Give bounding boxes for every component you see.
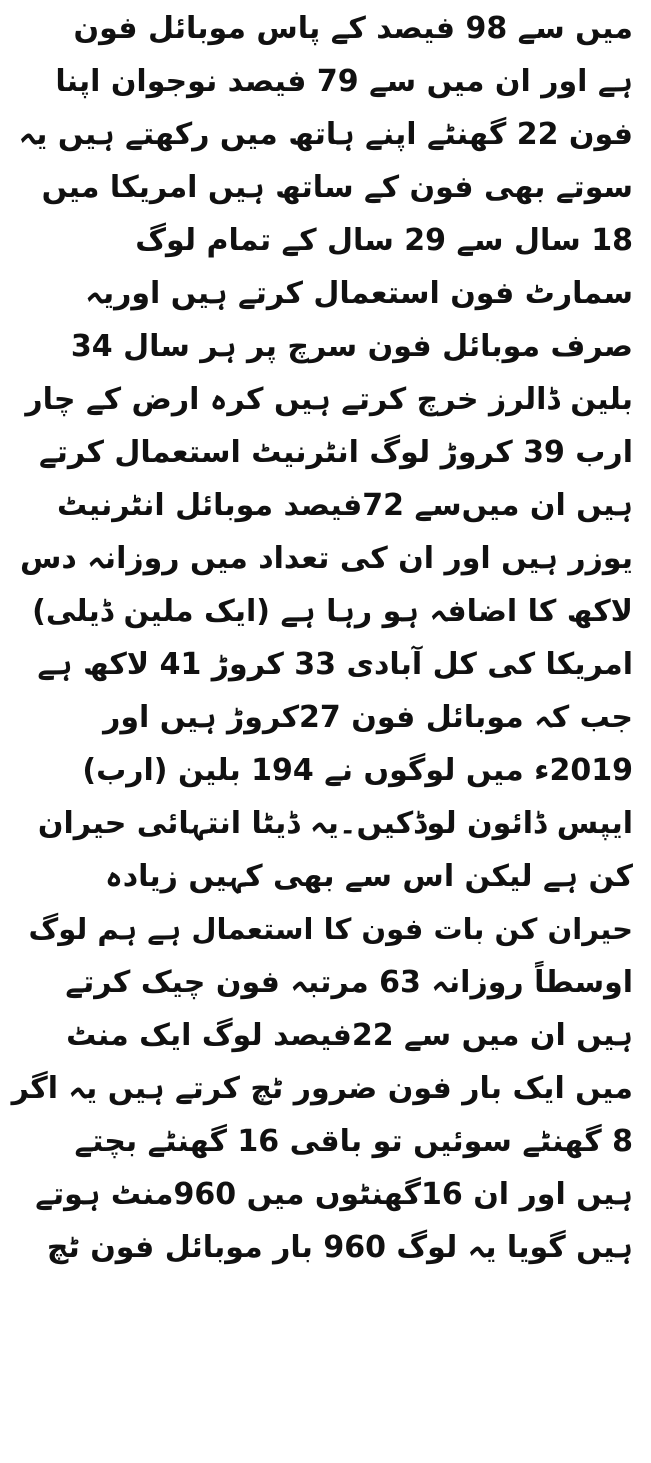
article-line: ارب 39 کروڑ لوگ انٹرنیٹ استعمال کرتے xyxy=(39,435,633,470)
article-line: یوزر ہیں اور ان کی تعداد میں روزانہ دس xyxy=(19,541,633,576)
article-line: جب کہ موبائل فون 27کروڑ ہیں اور xyxy=(103,700,633,735)
article-line: 18 سال سے 29 سال کے تمام لوگ xyxy=(135,223,633,258)
article-line: سوتے بھی فون کے ساتھ ہیں امریکا میں xyxy=(41,170,633,205)
article-line: فون 22 گھنٹے اپنے ہاتھ میں رکھتے ہیں یہ xyxy=(18,117,633,152)
article-line: میں ایک بار فون ضرور ٹچ کرتے ہیں یہ اگر xyxy=(11,1071,633,1106)
article-line: ہیں اور ان 16گھنٹوں میں 960منٹ ہوتے xyxy=(35,1177,633,1212)
article-line: میں سے 98 فیصد کے پاس موبائل فون xyxy=(73,11,633,46)
article-line: ہیں ان میں سے 22فیصد لوگ ایک منٹ xyxy=(66,1018,633,1053)
article-line: 2019ء میں لوگوں نے 194 بلین (ارب) xyxy=(82,753,633,788)
article-line: لاکھ کا اضافہ ہو رہا ہے (ایک ملین ڈیلی) xyxy=(32,594,633,629)
article-line: کن ہے لیکن اس سے بھی کہیں زیادہ xyxy=(105,859,633,894)
article-line: ہے اور ان میں سے 79 فیصد نوجوان اپنا xyxy=(55,64,633,99)
article-line: ایپس ڈائون لوڈکیں۔یہ ڈیٹا انتہائی حیران xyxy=(37,806,633,841)
article-line: ہیں ان میں‌سے 72فیصد موبائل انٹرنیٹ xyxy=(56,488,633,523)
article-line: ہیں گویا یہ لوگ 960 بار موبائل فون ٹچ xyxy=(46,1230,633,1265)
article-line: بلین ڈالرز خرچ کرتے ہیں کرہ ارض کے چار xyxy=(25,382,633,417)
article-page xyxy=(0,2,651,1463)
article-line: 8 گھنٹے سوئیں تو باقی 16 گھنٹے بچتے xyxy=(74,1124,633,1159)
article-line: صرف موبائل فون سرچ پر ہر سال 34 xyxy=(70,329,633,364)
article-line: امریکا کی کل آبادی 33 کروڑ 41 لاکھ ہے xyxy=(37,647,633,682)
article-line: حیران کن بات فون کا استعمال ہے ہم لوگ xyxy=(28,912,633,946)
article-line: اوسطاً روزانہ 63 مرتبہ فون چیک کرتے xyxy=(65,965,633,1000)
article-line: سمارٹ فون استعمال کرتے ہیں اوریہ xyxy=(85,276,633,311)
